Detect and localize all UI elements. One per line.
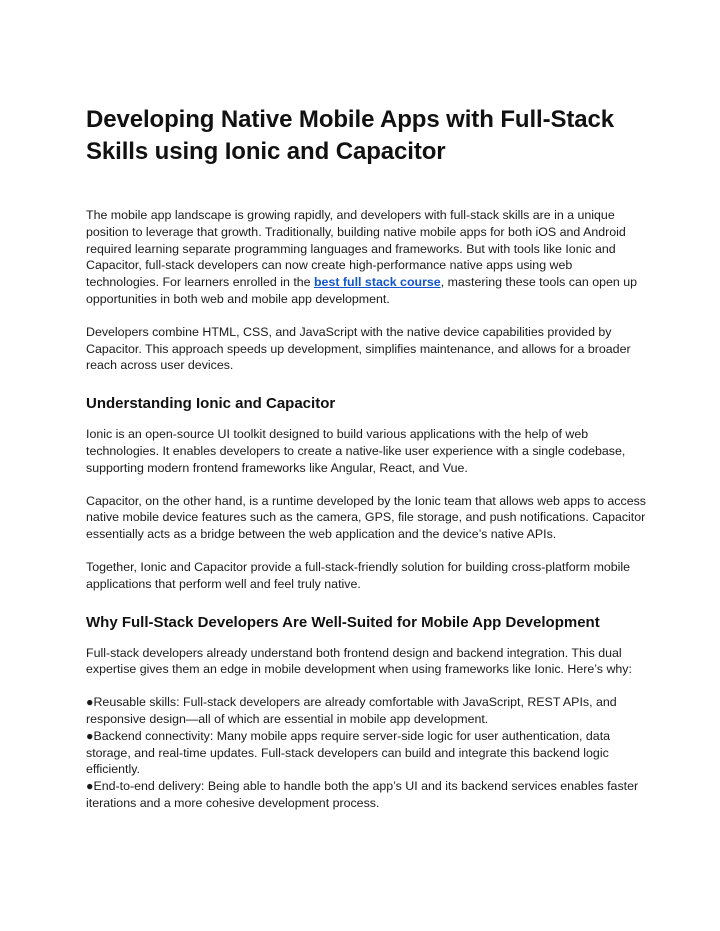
section-heading-ionic-capacitor: Understanding Ionic and Capacitor <box>86 395 336 413</box>
document-title: Developing Native Mobile Apps with Full-Stack Skills using Ionic and Capacitor <box>86 106 615 165</box>
bullet-list <box>86 694 646 812</box>
paragraph-capacitor: Capacitor, on the other hand, is a runtime developed by the Ionic team that allows web apps to access native mobile device features such as the camera, GPS, file storage, and push notifications. Capacitor essentially acts as a bridge between the web application and the device’s native APIs. <box>86 493 646 542</box>
bullet-end-to-end-delivery: ●End-to-end delivery: Being able to handle both the app’s UI and its backend services enables faster iterations and a more cohesive development process. <box>86 779 639 810</box>
intro-text-after-link: , mastering these tools can open up opportunities in both web and mobile app development. <box>86 275 638 306</box>
intro-text-before-link: The mobile app landscape is growing rapidly, and developers with full-stack skills are in a unique position to leverage that growth. Traditionally, building native mobile apps for both iOS and Android required learning separate programming languages and frameworks. But with tools like Ionic and Capacitor, full-stack developers can now create high-performance native apps using web technologies. For learners enrolled in the <box>86 208 626 290</box>
intro-paragraph <box>86 207 646 308</box>
paragraph-ionic: Ionic is an open-source UI toolkit designed to build various applications with the help of web technologies. It enables developers to create a native-like user experience with a single codebase, supporting modern frontend frameworks like Angular, React, and Vue. <box>86 427 626 475</box>
paragraph-web-tech: Developers combine HTML, CSS, and JavaScript with the native device capabilities provided by Capacitor. This approach speeds up development, simplifies maintenance, and allows for a broader reach across user devices. <box>86 324 631 373</box>
bullet-reusable-skills: ●Reusable skills: Full-stack developers are already comfortable with JavaScript, REST APIs, and responsive design—all of which are essential in mobile app development. <box>86 695 617 726</box>
paragraph-together: Together, Ionic and Capacitor provide a full-stack-friendly solution for building cross-platform mobile applications that perform well and feel truly native. <box>86 559 631 591</box>
section-heading-why-full-stack: Why Full-Stack Developers Are Well-Suited for Mobile App Development <box>86 613 600 631</box>
paragraph-full-stack-intro: Full-stack developers already understand both frontend design and backend integration. This dual expertise gives them an edge in mobile development when using frameworks like Ionic. Here’s why: <box>86 645 632 677</box>
document-page <box>86 104 646 812</box>
bullet-backend-connectivity: ●Backend connectivity: Many mobile apps require server-side logic for user authentication, data storage, and real-time updates. Full-stack developers can build and integrate this backend logic efficiently. <box>86 728 611 777</box>
best-full-stack-course-link[interactable]: best full stack course <box>313 275 441 290</box>
